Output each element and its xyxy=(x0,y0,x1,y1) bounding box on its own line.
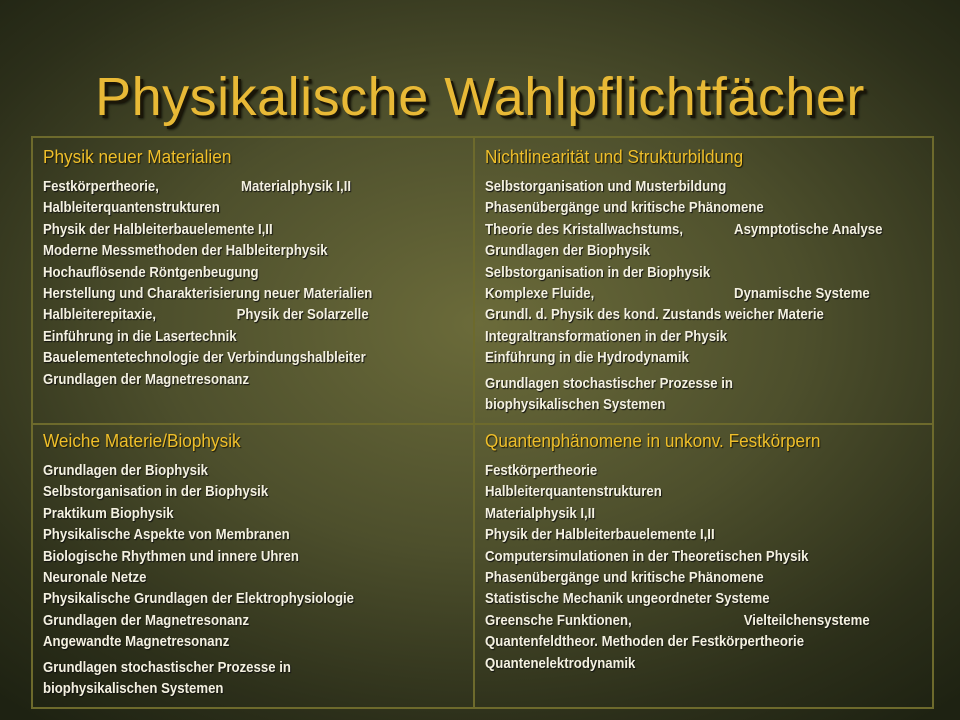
row-divider xyxy=(33,423,932,425)
list-item: Einführung in die Lasertechnik xyxy=(43,327,237,345)
list-item: biophysikalischen Systemen xyxy=(43,680,224,698)
cell-physik-neuer-materialien xyxy=(43,146,468,390)
list-item: Komplexe Fluide, Dynamische Systeme xyxy=(485,285,870,303)
list-item: Grundl. d. Physik des kond. Zustands weicher Materie xyxy=(485,306,824,324)
list-item: Grundlagen der Magnetresonanz xyxy=(43,611,250,629)
list-item: Quantenelektrodynamik xyxy=(485,654,636,672)
list-item: Physikalische Grundlagen der Elektrophysiologie xyxy=(43,590,355,608)
list-item: Halbleiterquantenstrukturen xyxy=(43,199,220,217)
list-item: Halbleiterquantenstrukturen xyxy=(485,483,662,501)
list-item: Grundlagen der Magnetresonanz xyxy=(43,370,250,388)
list-item: Festkörpertheorie xyxy=(485,462,598,479)
cell-heading: Nichtlinearität und Strukturbildung xyxy=(485,146,744,167)
list-item: Phasenübergänge und kritische Phänomene xyxy=(485,199,764,217)
cell-nichtlinearitaet xyxy=(485,146,925,415)
list-item: Selbstorganisation und Musterbildung xyxy=(485,178,727,195)
list-item: Grundlagen stochastischer Prozesse in xyxy=(43,658,291,676)
list-item: Quantenfeldtheor. Methoden der Festkörpertheorie xyxy=(485,633,805,651)
cell-heading: Quantenphänomene in unkonv. Festkörpern xyxy=(485,430,821,451)
list-item: Physikalische Aspekte von Membranen xyxy=(43,526,290,544)
cell-heading: Physik neuer Materialien xyxy=(43,146,232,167)
list-item: Grundlagen stochastischer Prozesse in xyxy=(485,374,733,392)
list-item: Computersimulationen in der Theoretischen Physik xyxy=(485,547,809,565)
cell-quantenphaenomene xyxy=(485,430,925,674)
list-item: Physik der Halbleiterbauelemente I,II xyxy=(485,526,715,544)
list-item: Neuronale Netze xyxy=(43,569,147,587)
list-item: Statistische Mechanik ungeordneter Systeme xyxy=(485,590,770,608)
list-item: Integraltransformationen in der Physik xyxy=(485,327,728,345)
slide-title: Physikalische Wahlpflichtfächer xyxy=(95,67,865,127)
list-item: Angewandte Magnetresonanz xyxy=(43,633,230,651)
list-item: Einführung in die Hydrodynamik xyxy=(485,349,689,367)
list-item: Bauelementetechnologie der Verbindungshalbleiter xyxy=(43,349,366,367)
list-item: Festkörpertheorie, Materialphysik I,II xyxy=(43,178,352,195)
subject-table xyxy=(31,136,934,709)
list-item: Physik der Halbleiterbauelemente I,II xyxy=(43,220,273,238)
list-item: Halbleiterepitaxie, Physik der Solarzelle xyxy=(43,306,369,324)
list-item: Selbstorganisation in der Biophysik xyxy=(43,483,269,501)
list-item: Biologische Rhythmen und innere Uhren xyxy=(43,547,299,565)
list-item: biophysikalischen Systemen xyxy=(485,396,666,414)
list-item: Phasenübergänge und kritische Phänomene xyxy=(485,569,764,587)
list-item: Theorie des Kristallwachstums, Asymptotische Analyse xyxy=(485,220,883,238)
list-item: Praktikum Biophysik xyxy=(43,504,174,522)
cell-weiche-materie xyxy=(43,430,468,699)
list-item: Greensche Funktionen, Vielteilchensysteme xyxy=(485,611,870,629)
list-item: Materialphysik I,II xyxy=(485,504,596,522)
list-item: Herstellung und Charakterisierung neuer Materialien xyxy=(43,285,373,303)
list-item: Moderne Messmethoden der Halbleiterphysik xyxy=(43,242,328,260)
list-item: Grundlagen der Biophysik xyxy=(43,462,209,479)
cell-heading: Weiche Materie/Biophysik xyxy=(43,430,241,451)
list-item: Hochauflösende Röntgenbeugung xyxy=(43,263,259,281)
list-item: Selbstorganisation in der Biophysik xyxy=(485,263,711,281)
list-item: Grundlagen der Biophysik xyxy=(485,242,651,260)
